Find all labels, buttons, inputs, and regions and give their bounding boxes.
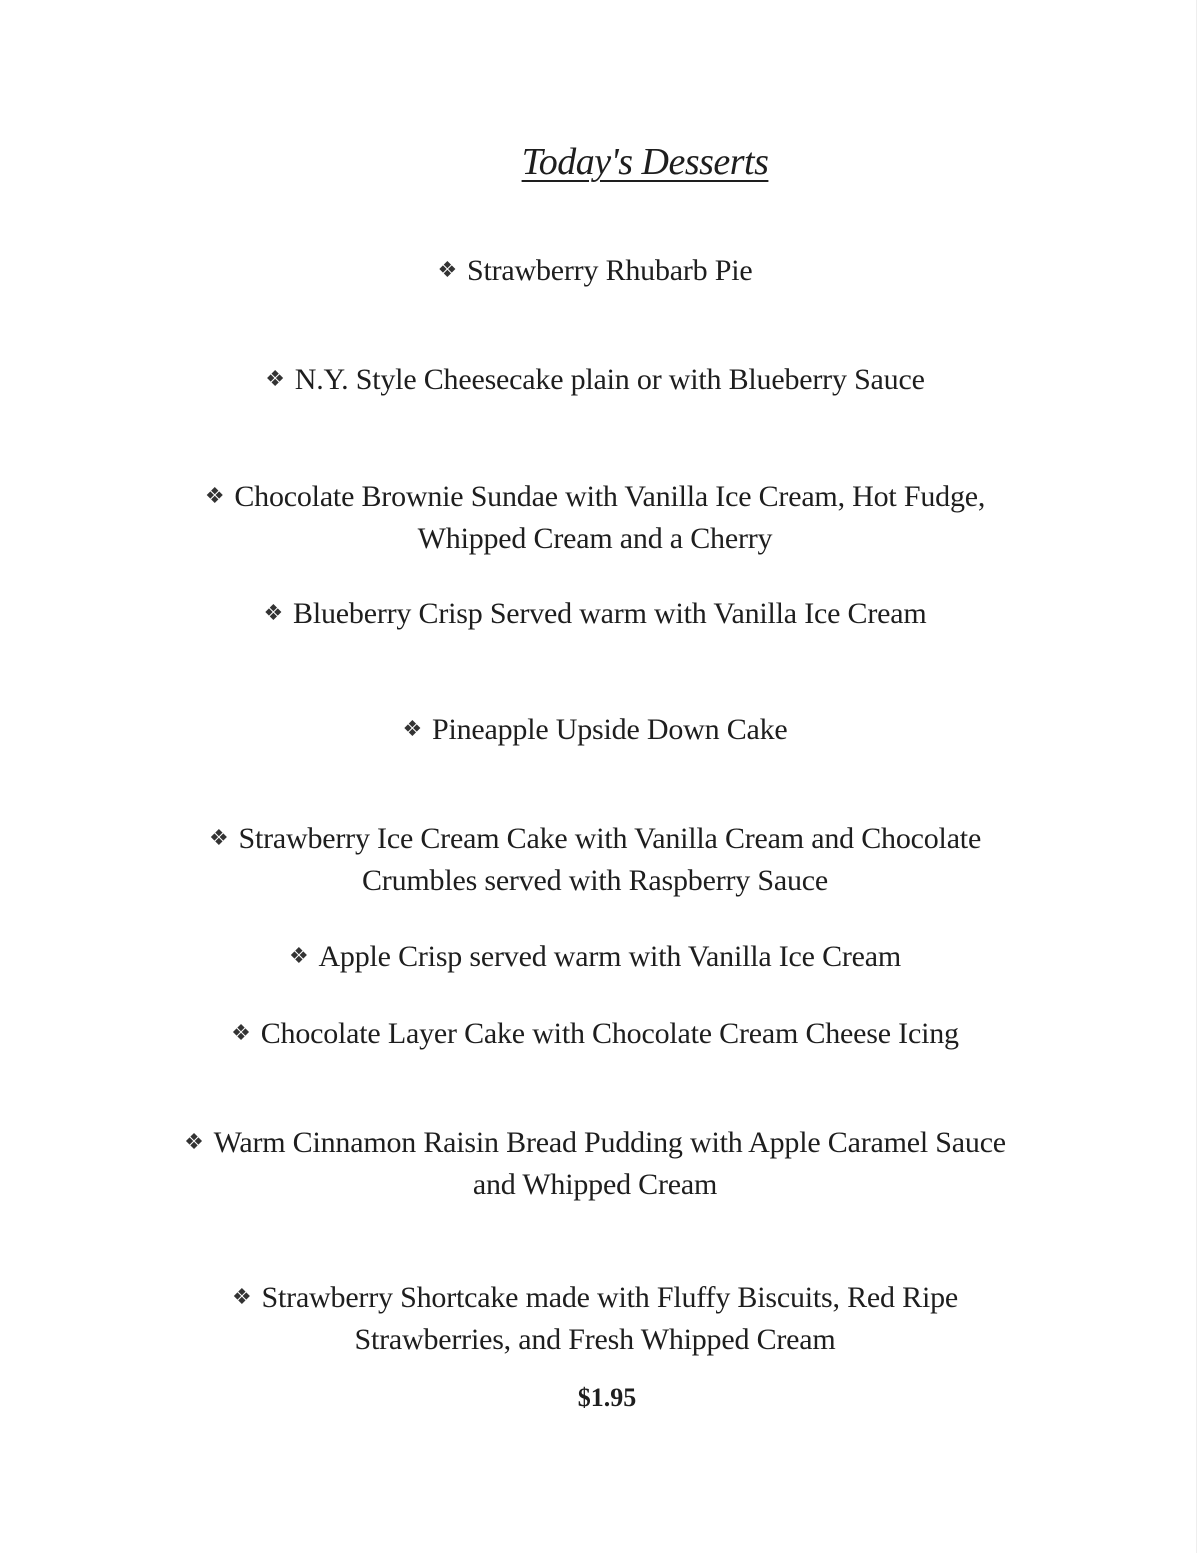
diamond-ornament-icon: ❖	[208, 826, 229, 851]
dessert-item	[0, 1123, 1190, 1204]
dessert-name: Chocolate Brownie Sundae with Vanilla Ice Cream, Hot Fudge,	[234, 480, 986, 513]
dessert-name: Warm Cinnamon Raisin Bread Pudding with Apple Caramel Sauce	[213, 1126, 1006, 1159]
dessert-item	[0, 1278, 1190, 1359]
dessert-name-continued: and Whipped Cream	[472, 1168, 718, 1201]
dessert-name: Apple Crisp served warm with Vanilla Ice Cream	[318, 940, 902, 973]
page-edge	[1196, 0, 1197, 1553]
dessert-price: $1.95	[577, 1383, 637, 1412]
dessert-name: N.Y. Style Cheesecake plain or with Blueberry Sauce	[294, 363, 925, 396]
dessert-name-continued: Strawberries, and Fresh Whipped Cream	[354, 1323, 836, 1356]
dessert-item	[0, 251, 1190, 293]
dessert-name: Strawberry Ice Cream Cake with Vanilla Cream and Chocolate	[238, 822, 982, 855]
diamond-ornament-icon: ❖	[204, 484, 225, 509]
dessert-item	[0, 594, 1190, 636]
dessert-name: Strawberry Rhubarb Pie	[466, 254, 753, 287]
dessert-name: Strawberry Shortcake made with Fluffy Biscuits, Red Ripe	[261, 1281, 958, 1314]
dessert-item	[0, 819, 1190, 900]
diamond-ornament-icon: ❖	[263, 601, 284, 626]
diamond-ornament-icon: ❖	[402, 717, 422, 742]
dessert-item	[0, 937, 1190, 979]
dessert-item	[0, 477, 1190, 558]
dessert-name: Blueberry Crisp Served warm with Vanilla Ice Cream	[293, 597, 927, 630]
diamond-ornament-icon: ❖	[437, 258, 457, 283]
dessert-name: Chocolate Layer Cake with Chocolate Cream Cheese Icing	[260, 1017, 959, 1050]
dessert-name: Pineapple Upside Down Cake	[431, 713, 788, 746]
menu-title: Today's Desserts	[521, 141, 769, 183]
diamond-ornament-icon: ❖	[184, 1130, 204, 1155]
diamond-ornament-icon: ❖	[231, 1021, 251, 1046]
dessert-item	[0, 360, 1190, 402]
diamond-ornament-icon: ❖	[232, 1285, 252, 1310]
dessert-name-continued: Crumbles served with Raspberry Sauce	[361, 864, 829, 897]
dessert-item	[0, 1014, 1190, 1056]
diamond-ornament-icon: ❖	[265, 367, 285, 392]
dessert-item	[0, 710, 1190, 752]
diamond-ornament-icon: ❖	[288, 944, 309, 969]
dessert-name-continued: Whipped Cream and a Cherry	[417, 522, 773, 555]
